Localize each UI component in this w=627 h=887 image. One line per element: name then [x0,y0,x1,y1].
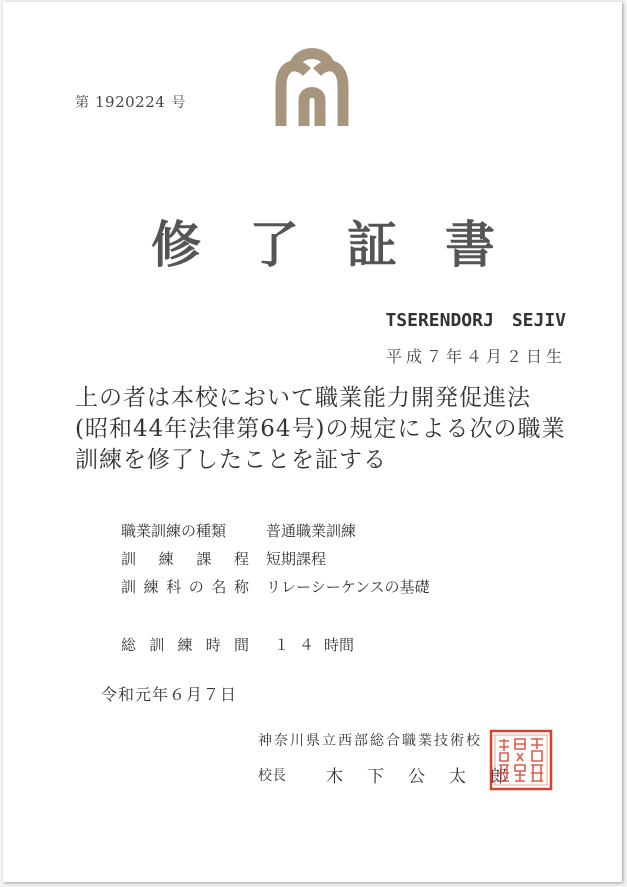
recipient-given-name: SEJIV [511,310,566,331]
hours-unit: 時間 [324,636,355,654]
number-prefix: 第 [75,95,89,111]
certificate-sheet [3,2,622,882]
detail-label: 訓練課程 [121,550,249,568]
detail-value: 普通職業訓練 [266,522,357,540]
hours-value: １４ [274,636,325,654]
number-suffix: 号 [171,95,186,111]
kanagawa-emblem-icon [271,42,353,126]
hours-label: 総訓練時間 [121,636,249,654]
detail-row-course [121,545,430,573]
certificate-title: 修了証書 [151,215,543,274]
recipient-name [385,310,566,331]
detail-row-subject-name [121,573,430,601]
principal-title: 校長 [258,768,286,784]
number-value: 1920224 [95,93,166,111]
statement-line: 訓練を修了したことを証する [75,447,387,473]
recipient-surname: TSERENDORJ [385,310,494,331]
certification-statement [75,383,575,476]
statement-line: 上の者は本校において職業能力開発促進法 [75,385,531,411]
detail-label: 訓練科の名称 [121,578,249,596]
official-seal-icon [489,729,553,791]
detail-value: 短期課程 [266,550,327,568]
issue-date: 令和元年６月７日 [101,685,238,704]
detail-row-training-type [121,517,430,545]
school-name: 神奈川県立西部総合職業技術校 [258,733,482,749]
statement-line: (昭和44年法律第64号)の規定による次の職業 [75,416,566,442]
birth-date: 平成７年４月２日生 [385,347,566,366]
principal-name: 木下公太郎 [326,767,531,787]
certificate-number [75,92,185,112]
total-training-hours [121,634,354,655]
training-details [121,517,430,601]
detail-value: リレーシーケンスの基礎 [266,578,430,596]
detail-label: 職業訓練の種類 [121,522,227,540]
